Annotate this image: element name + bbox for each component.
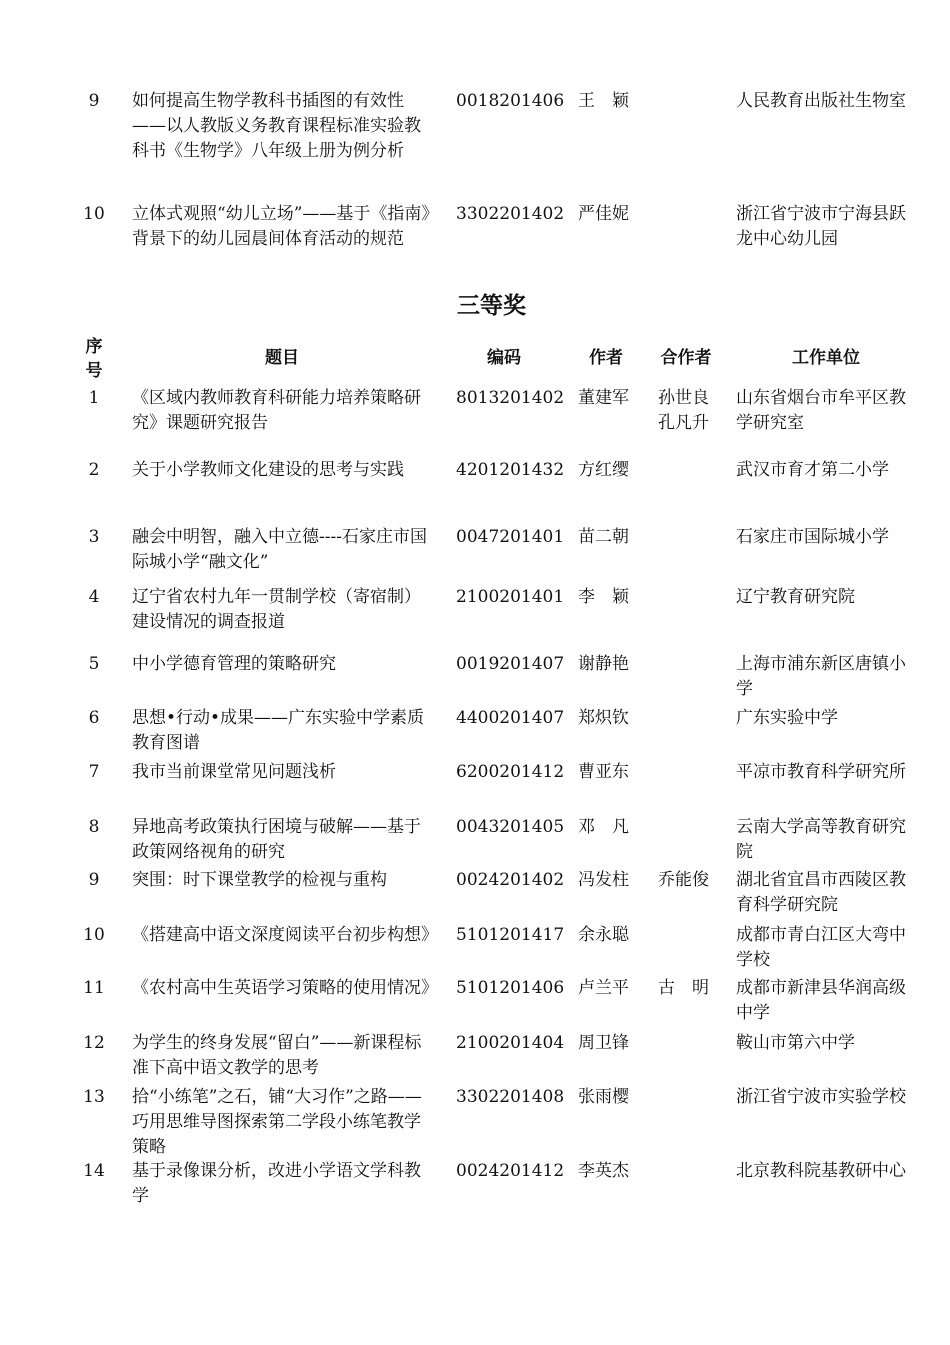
row-coauthor: 乔能俊	[658, 870, 709, 890]
row-code: 3302201402	[456, 204, 565, 224]
row-number: 4	[88, 587, 100, 607]
row-number: 6	[88, 708, 100, 728]
row-code: 6200201412	[456, 762, 565, 782]
row-author: 方红缨	[578, 460, 629, 480]
row-unit: 山东省烟台市牟平区教学研究室	[736, 388, 906, 433]
row-number: 12	[83, 1033, 105, 1053]
row-unit: 上海市浦东新区唐镇小学	[736, 654, 906, 699]
row-unit: 成都市新津县华润高级中学	[736, 978, 906, 1023]
row-number: 10	[83, 204, 105, 224]
row-author: 余永聪	[578, 925, 629, 945]
row-title: 中小学德育管理的策略研究	[132, 654, 336, 674]
row-number: 5	[88, 654, 100, 674]
row-unit: 人民教育出版社生物室	[736, 91, 906, 111]
row-unit: 平凉市教育科学研究所	[736, 762, 906, 782]
row-unit: 云南大学高等教育研究院	[736, 817, 906, 862]
row-code: 0024201402	[456, 870, 565, 890]
row-title: 《农村高中生英语学习策略的使用情况》	[132, 978, 438, 998]
row-title: 如何提高生物学教科书插图的有效性——以人教版义务教育课程标准实验教科书《生物学》八年级上册为例分析	[132, 91, 421, 161]
section-title: 三等奖	[457, 293, 526, 319]
row-number: 9	[88, 870, 100, 890]
row-code: 4201201432	[456, 460, 565, 480]
row-code: 4400201407	[456, 708, 565, 728]
row-number: 2	[88, 460, 100, 480]
row-title: 《搭建高中语文深度阅读平台初步构想》	[132, 925, 438, 945]
row-author: 谢静艳	[578, 654, 629, 674]
row-code: 3302201408	[456, 1087, 565, 1107]
row-author: 卢兰平	[578, 978, 629, 998]
header-title: 题目	[265, 348, 299, 368]
row-code: 0019201407	[456, 654, 565, 674]
header-unit: 工作单位	[792, 348, 860, 368]
row-unit: 湖北省宜昌市西陵区教育科学研究院	[736, 870, 906, 915]
row-code: 5101201406	[456, 978, 565, 998]
row-unit: 石家庄市国际城小学	[736, 527, 889, 547]
row-unit: 北京教科院基教研中心	[736, 1161, 906, 1181]
row-author: 董建军	[578, 388, 629, 408]
row-code: 5101201417	[456, 925, 565, 945]
row-title: 辽宁省农村九年一贯制学校（寄宿制）建设情况的调查报道	[132, 587, 421, 632]
row-author: 曹亚东	[578, 762, 629, 782]
row-coauthor: 孙世良 孔凡升	[658, 388, 709, 433]
row-code: 0024201412	[456, 1161, 565, 1181]
row-code: 0018201406	[456, 91, 565, 111]
row-author: 郑炽钦	[578, 708, 629, 728]
row-title: 为学生的终身发展“留白”——新课程标准下高中语文教学的思考	[132, 1033, 422, 1078]
row-coauthor: 古 明	[658, 978, 709, 998]
row-unit: 浙江省宁波市宁海县跃龙中心幼儿园	[736, 204, 906, 249]
row-number: 13	[83, 1087, 105, 1107]
row-number: 9	[88, 91, 100, 111]
row-title: 关于小学教师文化建设的思考与实践	[132, 460, 404, 480]
row-title: 异地高考政策执行困境与破解——基于政策网络视角的研究	[132, 817, 421, 862]
row-code: 0047201401	[456, 527, 565, 547]
header-number-label: 序号	[85, 337, 103, 381]
row-author: 周卫锋	[578, 1033, 629, 1053]
header-code: 编码	[487, 348, 521, 368]
row-unit: 武汉市育才第二小学	[736, 460, 889, 480]
row-unit: 浙江省宁波市实验学校	[736, 1087, 906, 1107]
row-title: 立体式观照“幼儿立场”——基于《指南》背景下的幼儿园晨间体育活动的规范	[132, 204, 430, 249]
row-title: 拾“小练笔”之石，铺“大习作”之路——巧用思维导图探索第二学段小练笔教学策略	[132, 1087, 422, 1157]
row-title: 融会中明智，融入中立德----石家庄市国际城小学“融文化”	[132, 527, 427, 572]
row-title: 思想•行动•成果——广东实验中学素质教育图谱	[132, 708, 425, 753]
row-author: 严佳妮	[578, 204, 629, 224]
header-number	[68, 335, 120, 383]
row-title: 突围：时下课堂教学的检视与重构	[132, 870, 387, 890]
row-code: 2100201404	[456, 1033, 565, 1053]
row-title: 我市当前课堂常见问题浅析	[132, 762, 336, 782]
row-number: 1	[88, 388, 100, 408]
row-number: 3	[88, 527, 100, 547]
row-unit: 辽宁教育研究院	[736, 587, 855, 607]
row-number: 10	[83, 925, 105, 945]
header-author: 作者	[589, 348, 623, 368]
row-title: 《区域内教师教育科研能力培养策略研究》课题研究报告	[132, 388, 421, 433]
header-coauthor: 合作者	[660, 348, 712, 368]
row-number: 11	[83, 978, 105, 998]
row-author: 邓 凡	[578, 817, 629, 837]
row-number: 7	[88, 762, 100, 782]
row-unit: 广东实验中学	[736, 708, 838, 728]
row-author: 苗二朝	[578, 527, 629, 547]
row-author: 王 颖	[578, 91, 629, 111]
row-title: 基于录像课分析，改进小学语文学科教学	[132, 1161, 421, 1206]
row-unit: 成都市青白江区大弯中学校	[736, 925, 906, 970]
row-code: 8013201402	[456, 388, 565, 408]
row-author: 冯发柱	[578, 870, 629, 890]
row-number: 14	[83, 1161, 105, 1181]
row-author: 张雨樱	[578, 1087, 629, 1107]
row-code: 2100201401	[456, 587, 565, 607]
row-code: 0043201405	[456, 817, 565, 837]
row-author: 李 颖	[578, 587, 629, 607]
row-number: 8	[88, 817, 100, 837]
row-author: 李英杰	[578, 1161, 629, 1181]
row-unit: 鞍山市第六中学	[736, 1033, 855, 1053]
